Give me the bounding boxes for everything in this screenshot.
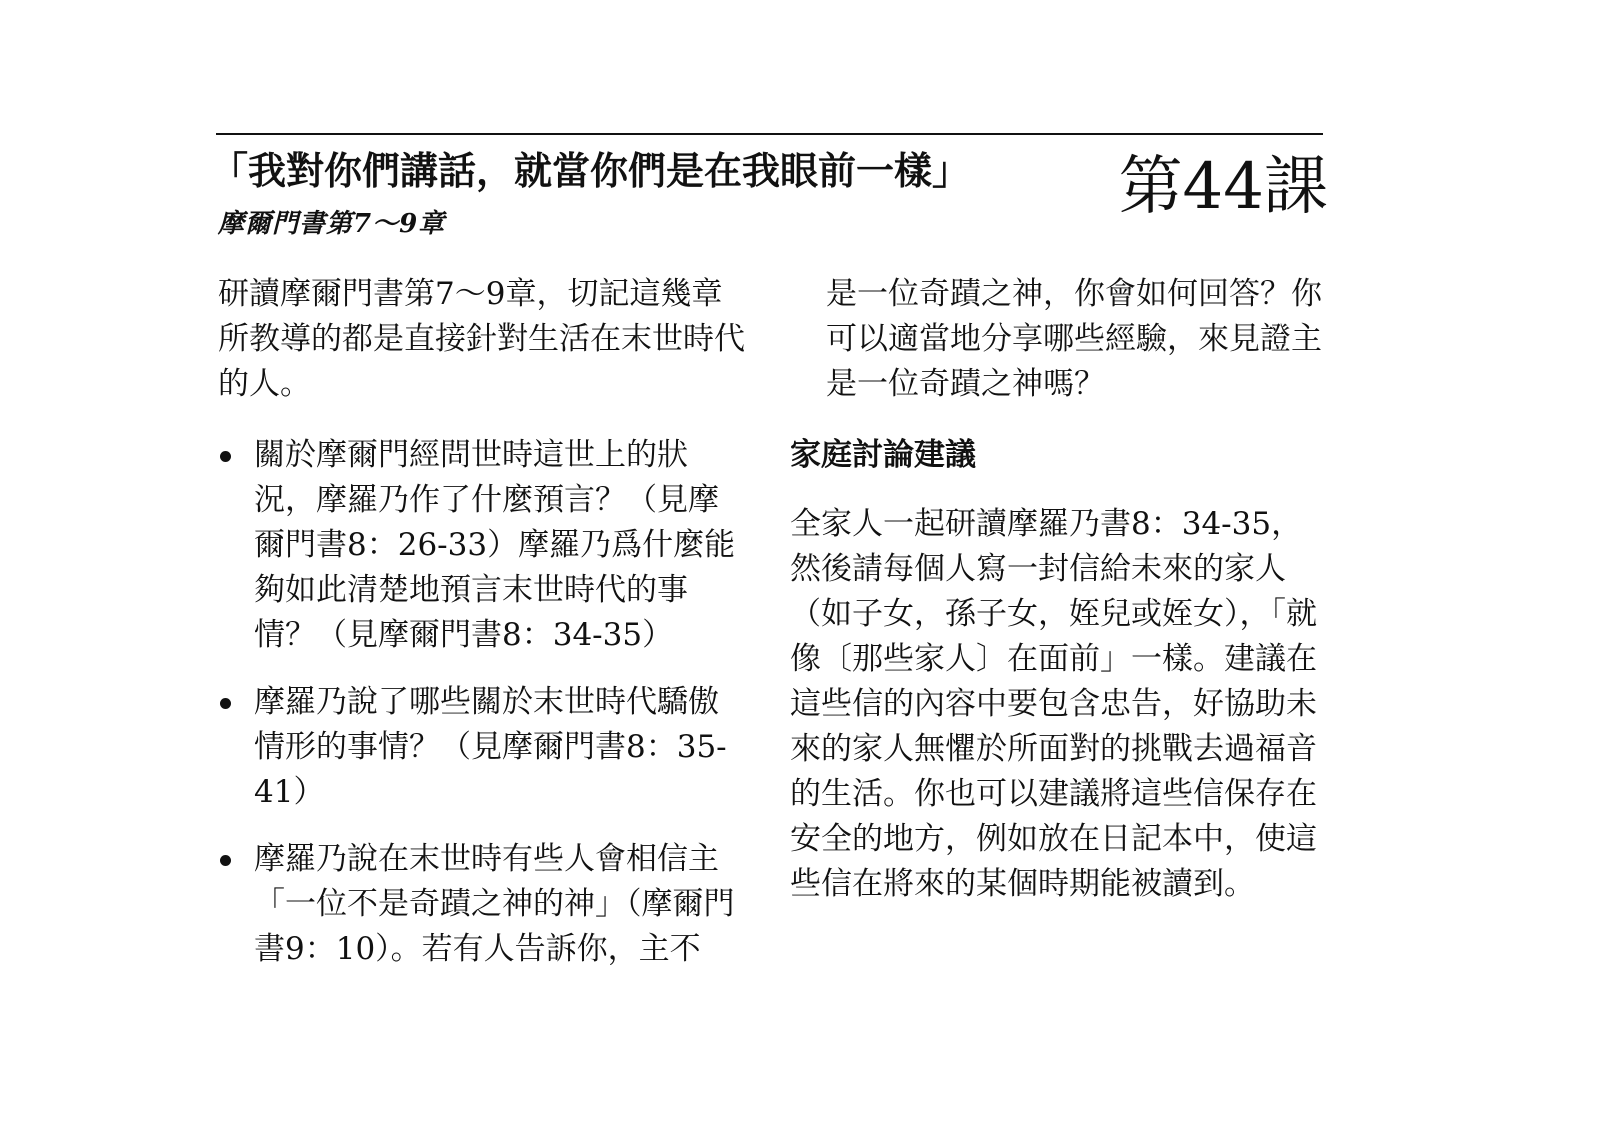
question-item: [218, 680, 748, 815]
intro-paragraph: 研讀摩爾門書第7～9章，切記這幾章所教導的都是直接針對生活在末世時代的人。: [218, 276, 745, 402]
question-text: 摩羅乃說在末世時有些人會相信主「一位不是奇蹟之神的神」（摩爾門書9：10）。若有人告訴你，主不: [254, 841, 735, 967]
scripture-reference: 摩爾門書第7～9章: [218, 209, 446, 239]
right-column: [790, 272, 1324, 907]
bullet-icon: [220, 698, 231, 709]
question-item: [218, 837, 748, 972]
family-discussion-text: 全家人一起研讀摩羅乃書8：34-35，然後請每個人寫一封信給未來的家人（如子女，孫子女，姪兒或姪女），「就像〔那些家人〕在面前」一樣。建議在這些信的內容中要包含忠告，好協助未來的家人無懼於所面對的挑戰去過福音的生活。你也可以建議將這些信保存在安全的地方，例如放在日記本中，使這些信在將來的某個時期能被讀到。: [790, 506, 1317, 902]
question-text: 摩羅乃說了哪些關於末世時代驕傲情形的事情？（見摩爾門書8：35-41）: [254, 684, 727, 810]
question-text: 關於摩爾門經問世時這世上的狀況，摩羅乃作了什麼預言？（見摩爾門書8：26-33）摩羅乃爲什麼能夠如此清楚地預言末世時代的事情？（見摩爾門書8：34-35）: [254, 437, 736, 653]
family-discussion-heading: 家庭討論建議: [790, 437, 976, 473]
question-list: [218, 433, 748, 972]
header-rule: [216, 133, 1323, 135]
question-continued-text: 是一位奇蹟之神，你會如何回答？你可以適當地分享哪些經驗，來見證主是一位奇蹟之神嗎？: [826, 276, 1322, 402]
lesson-quote-title: 「我對你們講話，就當你們是在我眼前一樣」: [210, 148, 971, 193]
left-column: [218, 272, 748, 994]
bullet-icon: [220, 855, 231, 866]
lesson-number: 第44課: [1118, 150, 1328, 224]
bullet-icon: [220, 451, 231, 462]
question-item: [218, 433, 748, 658]
